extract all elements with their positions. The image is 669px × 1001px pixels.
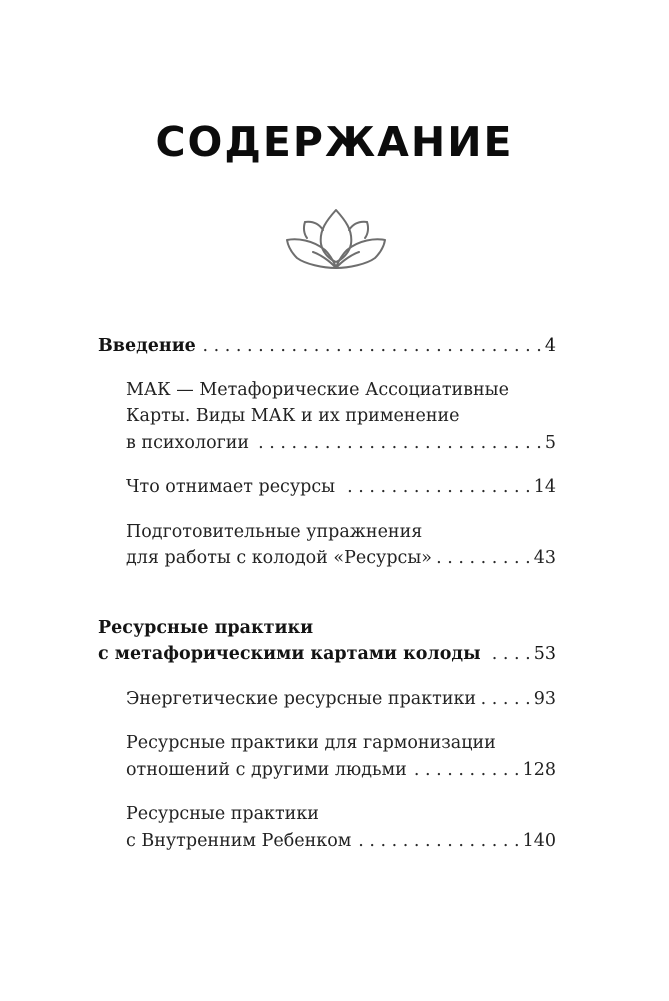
toc-entry-title-line: МАК — Метафорические Ассоциативные [126, 379, 509, 400]
toc-entry-mak-definition[interactable] [126, 377, 556, 457]
toc-entry-title-line: для работы с колодой «Ресурсы» [126, 548, 432, 568]
toc-entry-energy-practices[interactable] [126, 686, 556, 713]
toc-entry-preparatory-exercises[interactable] [126, 519, 556, 572]
toc-entry-title-line: отношений с другими людьми [126, 759, 407, 780]
toc-entry-title-line: с Внутренним Ребенком [126, 830, 352, 851]
page-title: СОДЕРЖАНИЕ [155, 118, 514, 166]
dot-leader [254, 430, 542, 457]
toc-page-number: 14 [533, 477, 556, 497]
toc-entry-title: Что отнимает ресурсы [126, 477, 336, 497]
toc-entry-title-line: Ресурсные практики [98, 617, 314, 638]
toc-page-number: 5 [544, 432, 556, 453]
lotus-icon [283, 208, 389, 270]
toc-entry-introduction[interactable] [98, 333, 556, 360]
toc-entry-resource-practices[interactable] [98, 615, 556, 668]
table-of-contents [98, 333, 556, 854]
toc-page-number: 43 [533, 548, 556, 568]
dot-leader [437, 545, 531, 572]
toc-entry-title-line: с метафорическими картами колоды [98, 644, 481, 664]
toc-entry-resource-drains[interactable] [126, 474, 556, 501]
dot-leader [356, 828, 519, 855]
toc-page-number: 128 [522, 759, 556, 780]
toc-entry-inner-child-practices[interactable] [126, 801, 556, 854]
dot-leader [340, 474, 531, 501]
toc-entry-title-line: Подготовительные упражнения [126, 521, 423, 542]
dot-leader [486, 641, 531, 668]
toc-page-number: 53 [533, 644, 556, 664]
toc-entry-title: Энергетические ресурсные практики [126, 688, 477, 709]
toc-entry-title: Введение [98, 336, 196, 356]
toc-page-number: 4 [544, 336, 556, 356]
toc-entry-relationship-practices[interactable] [126, 730, 556, 783]
dot-leader [412, 757, 520, 784]
toc-page-number: 93 [533, 688, 556, 709]
toc-entry-title-line: Ресурсные практики для гармонизации [126, 733, 496, 753]
dot-leader [481, 686, 531, 713]
dot-leader [201, 333, 542, 360]
toc-entry-title-line: в психологии [126, 432, 250, 453]
toc-page-number: 140 [522, 830, 556, 851]
toc-entry-title-line: Карты. Виды МАК и их применение [126, 406, 460, 426]
toc-entry-title-line: Ресурсные практики [126, 804, 319, 824]
